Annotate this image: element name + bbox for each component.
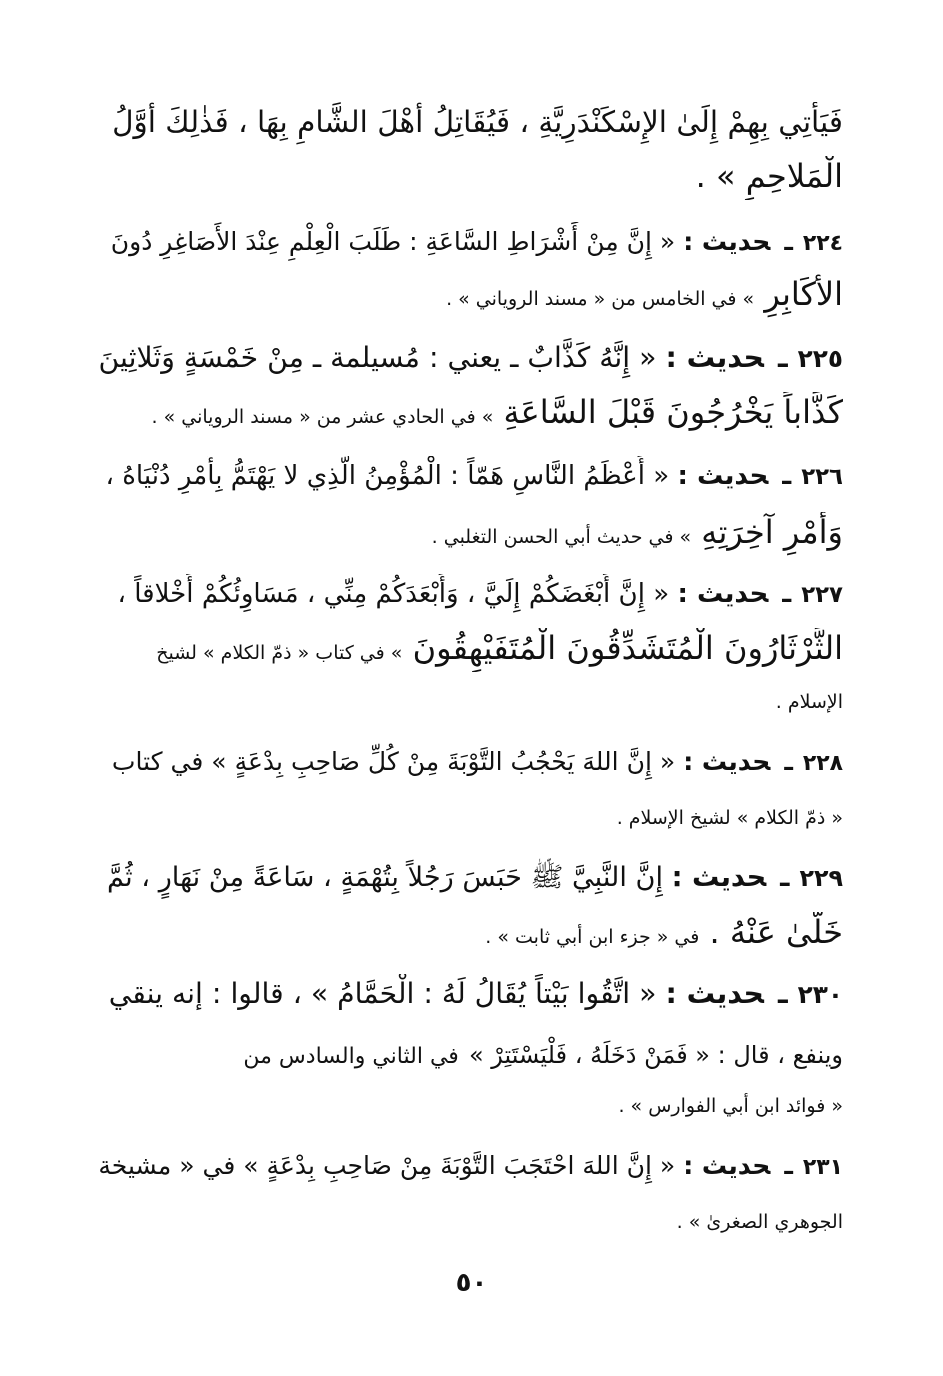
entry-keyword: حديث :: [683, 227, 771, 256]
hadith-text: « أَعْظَمُ النَّاسِ هَمّاً : الْمُؤْمِنُ الَّذِي لا يَهْتَمُّ بِأَمْرِ دُنْيَاهُ ،: [105, 461, 670, 491]
hadith-225-line-2: [96, 392, 843, 436]
entry-number: ٢٣١: [802, 1155, 843, 1180]
hadith-229-line-2: [96, 912, 843, 956]
entry-keyword: حديث :: [671, 862, 767, 893]
hadith-230-line-2: [96, 1032, 843, 1076]
source-note: » في الحادي عشر من « مسند الروياني » .: [151, 406, 494, 428]
entry-dash: ـ: [782, 579, 792, 609]
hadith-229-line-1: [96, 858, 843, 902]
hadith-text: « إِنَّ أَبْغَضَكُمْ إِلَيَّ ، وَأَبْعَدَكُمْ مِنِّي ، مَسَاوِئُكُمْ أَخْلاقاً ،: [117, 579, 670, 609]
hadith-text: « إِنَّ مِنْ أَشْرَاطِ السَّاعَةِ : طَلَبَ الْعِلْمِ عِنْدَ الأَصَاغِرِ دُونَ: [110, 227, 676, 256]
entry-keyword: حديث :: [677, 579, 769, 609]
hadith-text: كَذَّاباً يَخْرُجُونَ قَبْلَ السَّاعَةِ: [503, 393, 843, 431]
entry-keyword: حديث :: [665, 977, 764, 1010]
entry-dash: ـ: [777, 977, 788, 1010]
entry-number: ٢٢٩: [799, 864, 843, 892]
entry-number: ٢٢٨: [802, 751, 843, 776]
entry-keyword: حديث :: [677, 461, 769, 491]
hadith-224-line-1: [96, 222, 843, 266]
continuation-line-1: فَيَأْتِي بِهِمْ إِلَىٰ الإِسْكَنْدَرِيَّةِ ، فَيُقَاتِلُ أَهْلَ الشَّامِ بِهَا ، فَذٰلِكَ أَوَّلُ: [112, 105, 843, 139]
source-note: » في كتاب « ذمّ الكلام » لشيخ: [156, 642, 403, 664]
hadith-231-line-1: [96, 1146, 843, 1190]
hadith-230-line-3: « فوائد ابن أبي الفوارس » .: [618, 1095, 843, 1117]
hadith-228-line-2: « ذمّ الكلام » لشيخ الإسلام .: [616, 807, 843, 829]
hadith-230-line-1: [96, 974, 843, 1018]
hadith-227-line-2: [96, 628, 843, 672]
hadith-text: الثَّرْثَارُونَ الْمُتَشَدِّقُونَ الْمُتَفَيْهِقُونَ: [412, 629, 843, 667]
entry-number: ٢٢٤: [802, 231, 843, 256]
entry-keyword: حديث :: [665, 341, 764, 374]
hadith-text: « إِنَّ اللهَ يَحْجُبُ التَّوْبَةَ مِنْ كُلِّ صَاحِبِ بِدْعَةٍ » في كتاب: [111, 747, 676, 776]
entry-dash: ـ: [782, 461, 792, 491]
entry-number: ٢٢٧: [801, 582, 843, 608]
entry-keyword: حديث :: [683, 1151, 771, 1180]
hadith-text: خَلَّىٰ عَنْهُ .: [709, 913, 843, 951]
entry-number: ٢٣٠: [797, 980, 843, 1009]
hadith-text: الأَكَابِرِ: [764, 275, 843, 313]
source-note: » في الخامس من « مسند الروياني » .: [446, 288, 755, 310]
hadith-text: « اتَّقُوا بَيْتاً يُقَالُ لَهُ : الْحَمَّامُ » ، قالوا : إنه ينقي: [108, 977, 657, 1010]
hadith-226-line-1: [96, 456, 843, 500]
entry-number: ٢٢٦: [801, 464, 843, 490]
entry-dash: ـ: [784, 747, 793, 776]
hadith-text: « إِنَّ اللهَ احْتَجَبَ التَّوْبَةَ مِنْ صَاحِبِ بِدْعَةٍ » في « مشيخة: [98, 1151, 676, 1180]
source-note: في « جزء ابن أبي ثابت » .: [485, 926, 700, 948]
source-note: » في حديث أبي الحسن التغلبي .: [431, 526, 692, 548]
hadith-226-line-2: [96, 512, 843, 556]
hadith-231-line-2: الجوهري الصغرىٰ » .: [676, 1211, 843, 1233]
hadith-224-line-2: [96, 274, 843, 318]
entry-dash: ـ: [784, 1151, 793, 1180]
hadith-225-line-1: [96, 338, 843, 382]
entry-dash: ـ: [784, 227, 793, 256]
continuation-line-2: الْمَلاحِمِ » .: [695, 157, 843, 195]
hadith-text: « إِنَّهُ كَذَّابٌ ـ يعني : مُسيلمة ـ مِنْ خَمْسَةٍ وَثَلاثِينَ: [98, 341, 657, 374]
source-note: في الثاني والسادس من: [243, 1044, 459, 1069]
entry-keyword: حديث :: [683, 747, 771, 776]
entry-dash: ـ: [780, 862, 790, 893]
hadith-text: وينفع ، قال : « فَمَنْ دَخَلَهُ ، فَلْيَسْتَتِرْ »: [468, 1041, 843, 1069]
page-number: ٥٠: [455, 1268, 488, 1298]
hadith-text: وَأَمْرِ آخِرَتِهِ: [701, 513, 843, 551]
hadith-text: إِنَّ النَّبِيَّ ﷺ حَبَسَ رَجُلاً بِتُهْمَةٍ ، سَاعَةً مِنْ نَهَارٍ ، ثُمَّ: [107, 862, 663, 893]
entry-number: ٢٢٥: [797, 344, 843, 373]
entry-dash: ـ: [777, 341, 788, 374]
hadith-227-line-3: الإسلام .: [775, 691, 843, 713]
hadith-228-line-1: [96, 742, 843, 786]
hadith-227-line-1: [96, 574, 843, 618]
